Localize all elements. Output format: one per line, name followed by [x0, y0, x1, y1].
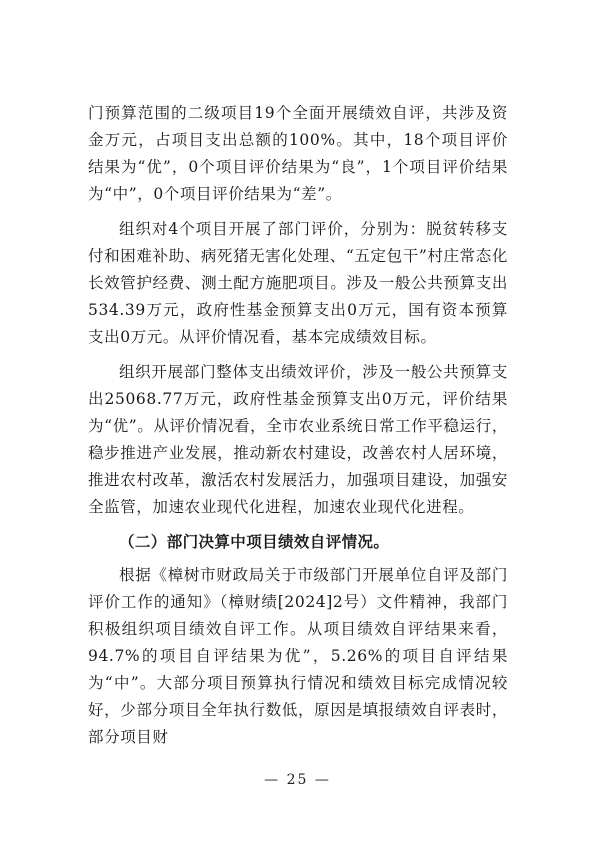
document-body	[88, 100, 508, 751]
paragraph-2: 组织对4个项目开展了部门评价，分别为：脱贫转移支付和困难补助、病死猪无害化处理、“五定包干”村庄常态化长效管护经费、测土配方施肥项目。涉及一般公共预算支出534.39万元，政府性基金预算支出0万元，国有资本预算支出0万元。从评价情况看，基本完成绩效目标。	[88, 220, 508, 346]
page-number: — 25 —	[264, 772, 331, 788]
section-heading: （二）部门决算中项目绩效自评情况。	[119, 533, 390, 551]
paragraph-3: 组织开展部门整体支出绩效评价，涉及一般公共预算支出25068.77万元，政府性基金预算支出0万元，评价结果为“优”。从评价情况看，全市农业系统日常工作平稳运行，稳步推进产业发展，推动新农村建设，改善农村人居环境，推进农村改革，激活农村发展活力，加强项目建设，加强安全监管，加速农业现代化进程，加速农业现代化进程。	[88, 363, 508, 516]
paragraph-1: 门预算范围的二级项目19个全面开展绩效自评，共涉及资金万元，占项目支出总额的100%。其中，18个项目评价结果为“优”，0个项目评价结果为“良”，1个项目评价结果为“中”，0个项目评价结果为“差”。	[88, 104, 508, 203]
paragraph-4: 根据《樟树市财政局关于市级部门开展单位自评及部门评价工作的通知》（樟财绩[2024]2号）文件精神，我部门积极组织项目绩效自评工作。从项目绩效自评结果来看，94.7%的项目自评结果为优”，5.26%的项目自评结果为“中”。大部分项目预算执行情况和绩效目标完成情况较好，少部分项目全年执行数低，原因是填报绩效自评表时，部分项目财	[88, 566, 508, 746]
